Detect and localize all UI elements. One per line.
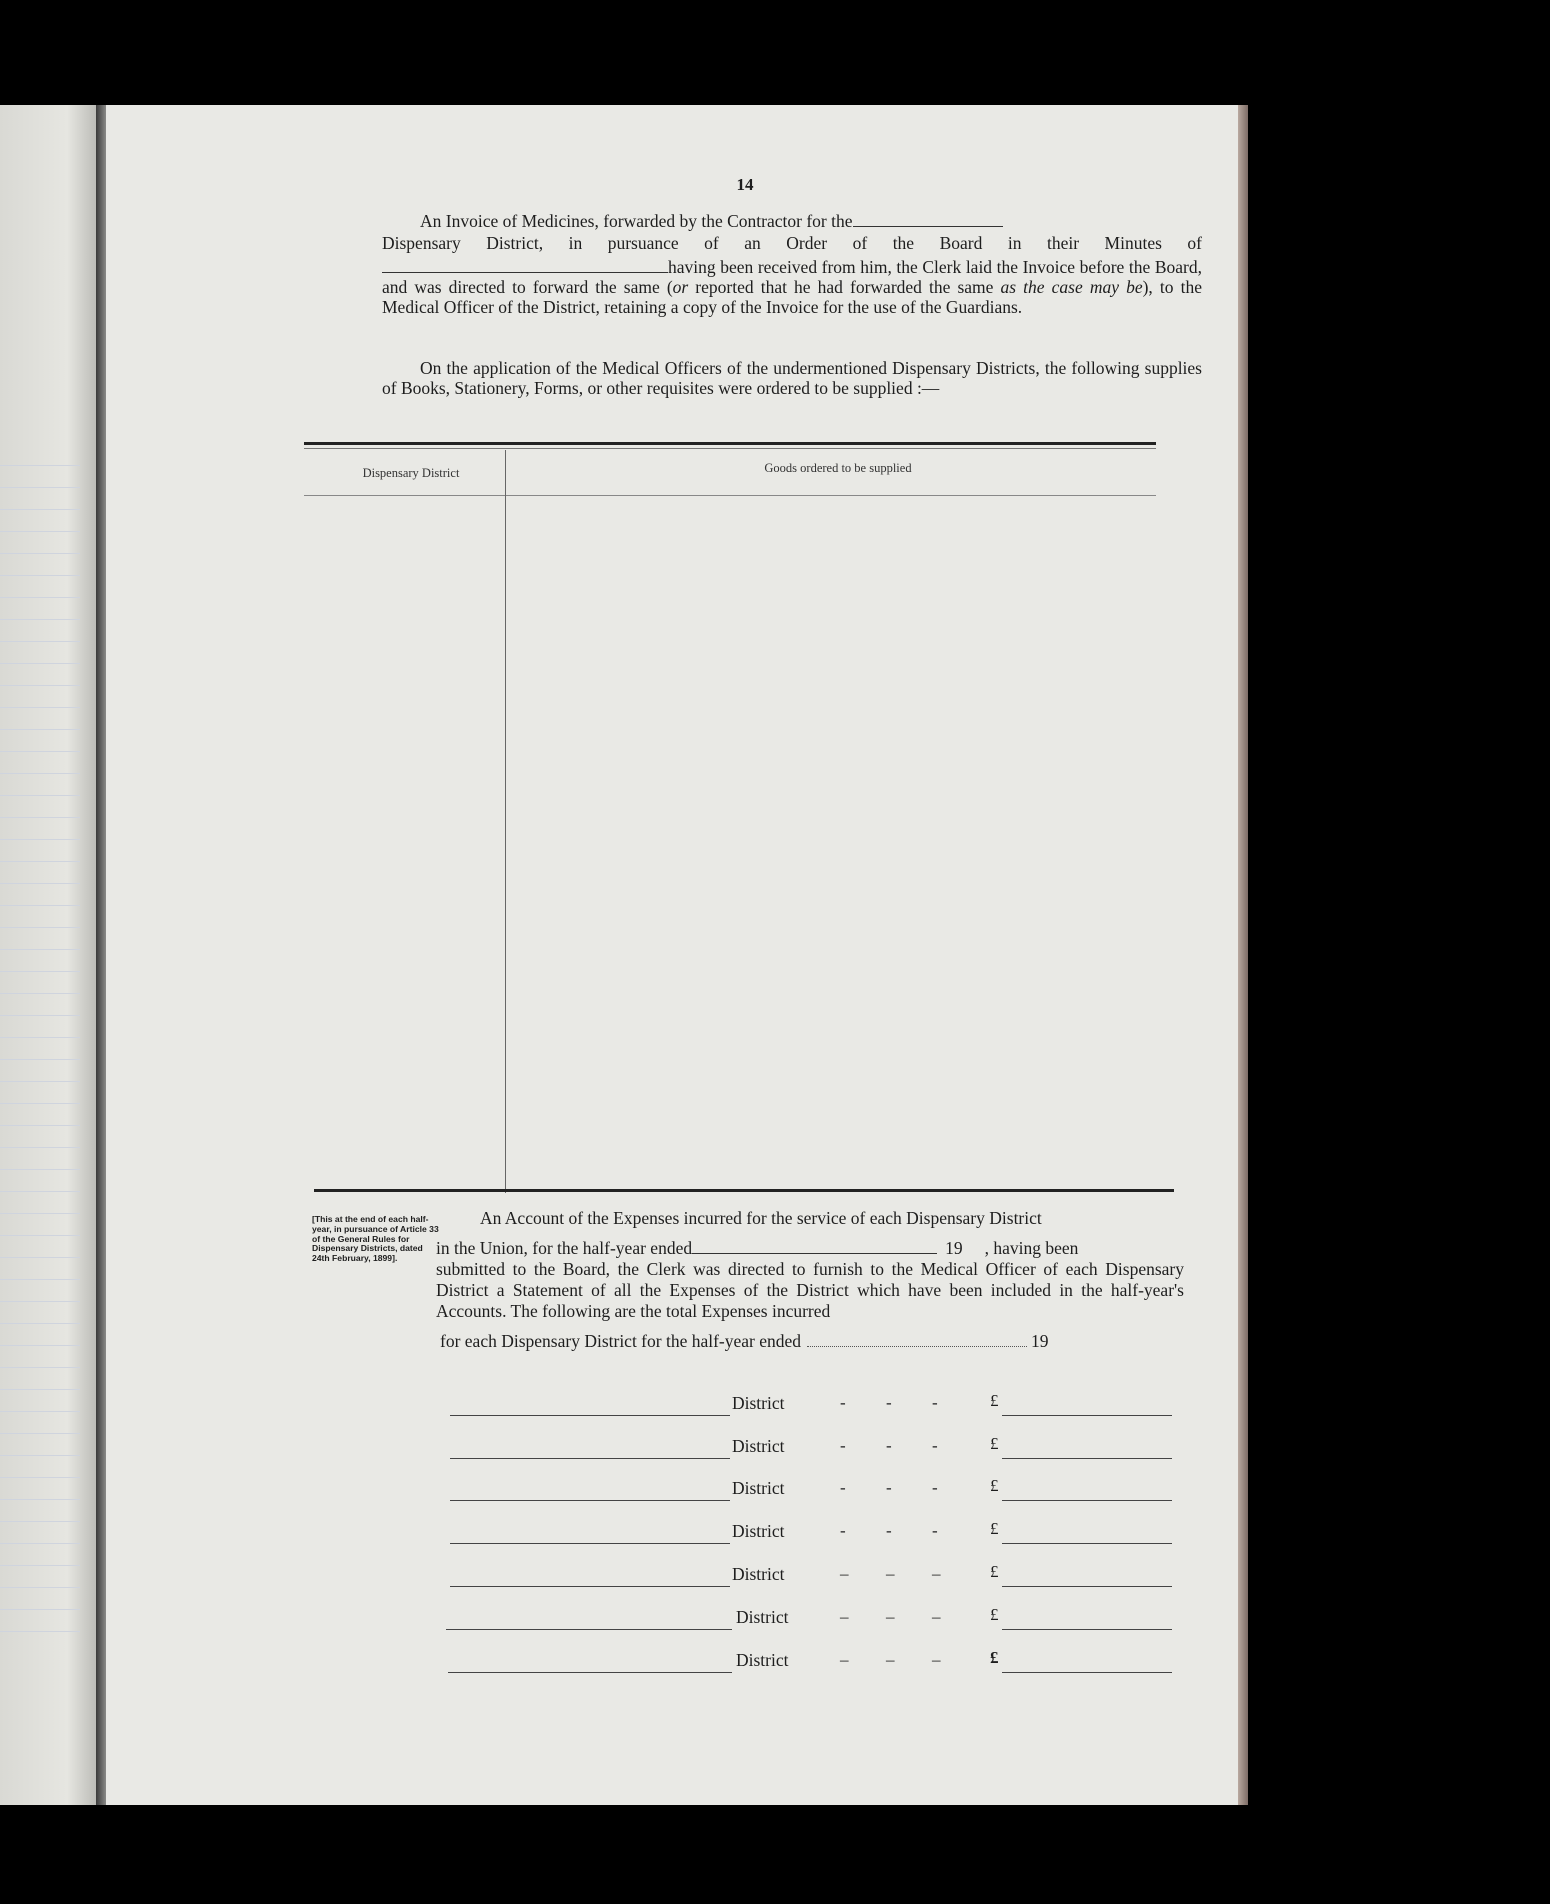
district-row <box>450 1517 1180 1547</box>
pound-sign: £ <box>990 1519 999 1538</box>
invoice-text-5: ), to the Medical Officer of the District, retaining a copy of the Invoice for the use of the Guardians. <box>382 277 1202 317</box>
contractor-blank <box>853 212 1003 227</box>
pound-sign: £ <box>990 1605 999 1624</box>
dash: - <box>932 1521 938 1540</box>
account-line-1: An Account of the Expenses incurred for the service of each Dispensary District <box>480 1208 1042 1228</box>
district-label: District <box>732 1478 785 1498</box>
amount-blank <box>1002 1586 1172 1587</box>
account-year-1: 19 <box>945 1238 963 1258</box>
account-year-2: 19 <box>1031 1331 1049 1351</box>
margin-note: [This at the end of each half-year, in pursuance of Article 33 of the General Rules for Dispensary Districts, dated 24th February, 1899]. <box>312 1214 439 1264</box>
table-header-rule <box>304 495 1156 496</box>
dash: - <box>932 1393 938 1412</box>
dash: - <box>840 1436 846 1455</box>
pound-sign: £ <box>990 1562 999 1581</box>
district-label: District <box>732 1564 785 1584</box>
amount-blank <box>1002 1458 1172 1459</box>
district-row <box>450 1432 1180 1462</box>
district-row <box>450 1560 1180 1590</box>
account-text-last: for each Dispensary District for the half-year ended <box>440 1331 802 1351</box>
amount-blank <box>1002 1629 1172 1630</box>
dash: – <box>840 1650 849 1669</box>
dash: - <box>932 1436 938 1455</box>
district-row <box>446 1603 1180 1633</box>
invoice-text-1: An Invoice of Medicines, forwarded by the Contractor for the <box>420 211 853 231</box>
column-header-district: Dispensary District <box>362 466 460 480</box>
district-label: District <box>736 1650 789 1670</box>
district-label: District <box>732 1393 785 1413</box>
amount-blank <box>1002 1672 1172 1673</box>
district-name-blank <box>448 1672 732 1673</box>
dash: – <box>886 1607 895 1626</box>
dash: – <box>840 1607 849 1626</box>
district-name-blank <box>446 1629 732 1630</box>
district-label: District <box>736 1607 789 1627</box>
facing-page <box>0 105 96 1805</box>
account-last-line <box>440 1331 1180 1352</box>
dash: – <box>932 1564 941 1583</box>
invoice-or: or <box>672 277 689 297</box>
application-paragraph: On the application of the Medical Officers of the undermentioned Dispensary Districts, the following supplies of Books, Stationery, Forms, or other requisites were ordered to be supplied :— <box>382 358 1202 398</box>
account-body: submitted to the Board, the Clerk was directed to furnish to the Medical Officer of each Dispensary District a Statement of all the Expenses of the District which have been included in the half-year's Accounts. The following are the total Expenses incurred <box>436 1259 1184 1321</box>
account-text-2c: , having been <box>984 1238 1079 1258</box>
district-row <box>450 1474 1180 1504</box>
district-name-blank <box>450 1458 730 1459</box>
page-number: 14 <box>736 175 754 194</box>
dash: - <box>932 1478 938 1497</box>
district-name-blank <box>450 1415 730 1416</box>
invoice-as-case: as the case may be <box>1000 277 1143 297</box>
pound-sign: £ <box>990 1648 999 1667</box>
dash: - <box>840 1393 846 1412</box>
minutes-blank <box>382 258 668 273</box>
table-column-divider <box>505 450 506 1193</box>
district-name-blank <box>450 1500 730 1501</box>
invoice-paragraph-line2 <box>382 233 1202 253</box>
district-name-blank <box>450 1543 730 1544</box>
pound-sign: £ <box>990 1391 999 1410</box>
district-label: District <box>732 1436 785 1456</box>
book-gutter <box>96 105 106 1805</box>
dash: – <box>932 1650 941 1669</box>
half-year-blank <box>692 1239 937 1254</box>
account-line-2 <box>436 1238 1184 1259</box>
dash: - <box>886 1436 892 1455</box>
dash: – <box>886 1650 895 1669</box>
dash: – <box>932 1607 941 1626</box>
dash: - <box>840 1521 846 1540</box>
dash: - <box>840 1478 846 1497</box>
dash: – <box>886 1564 895 1583</box>
district-row <box>448 1646 1180 1676</box>
dash: - <box>886 1393 892 1412</box>
invoice-paragraph-rest <box>382 257 1202 317</box>
table-top-rule <box>304 442 1156 445</box>
page-edge <box>1238 105 1248 1805</box>
dash: - <box>886 1478 892 1497</box>
half-year-blank-2 <box>807 1332 1027 1347</box>
pound-sign: £ <box>990 1434 999 1453</box>
invoice-text-4: reported that he had forwarded the same <box>688 277 1001 297</box>
invoice-paragraph <box>382 211 1202 231</box>
district-name-blank <box>450 1586 730 1587</box>
table-bottom-rule <box>314 1189 1174 1192</box>
account-text-2a: in the Union, for the half-year ended <box>436 1238 693 1258</box>
dash: - <box>886 1521 892 1540</box>
dash: – <box>840 1564 849 1583</box>
amount-blank <box>1002 1415 1172 1416</box>
document-page <box>106 105 1238 1805</box>
amount-blank <box>1002 1500 1172 1501</box>
table-top-rule-thin <box>304 448 1156 449</box>
invoice-text-2: Dispensary District, in pursuance of an Order of the Board in their Minutes of <box>382 233 1202 253</box>
amount-blank <box>1002 1543 1172 1544</box>
invoice-text-3: having been received from him, the Clerk laid the Invoice before the Board, and was directed to forward the same ( <box>382 257 1202 297</box>
pound-sign: £ <box>990 1476 999 1495</box>
district-label: District <box>732 1521 785 1541</box>
district-row <box>450 1389 1180 1419</box>
column-header-goods: Goods ordered to be supplied <box>764 461 912 475</box>
